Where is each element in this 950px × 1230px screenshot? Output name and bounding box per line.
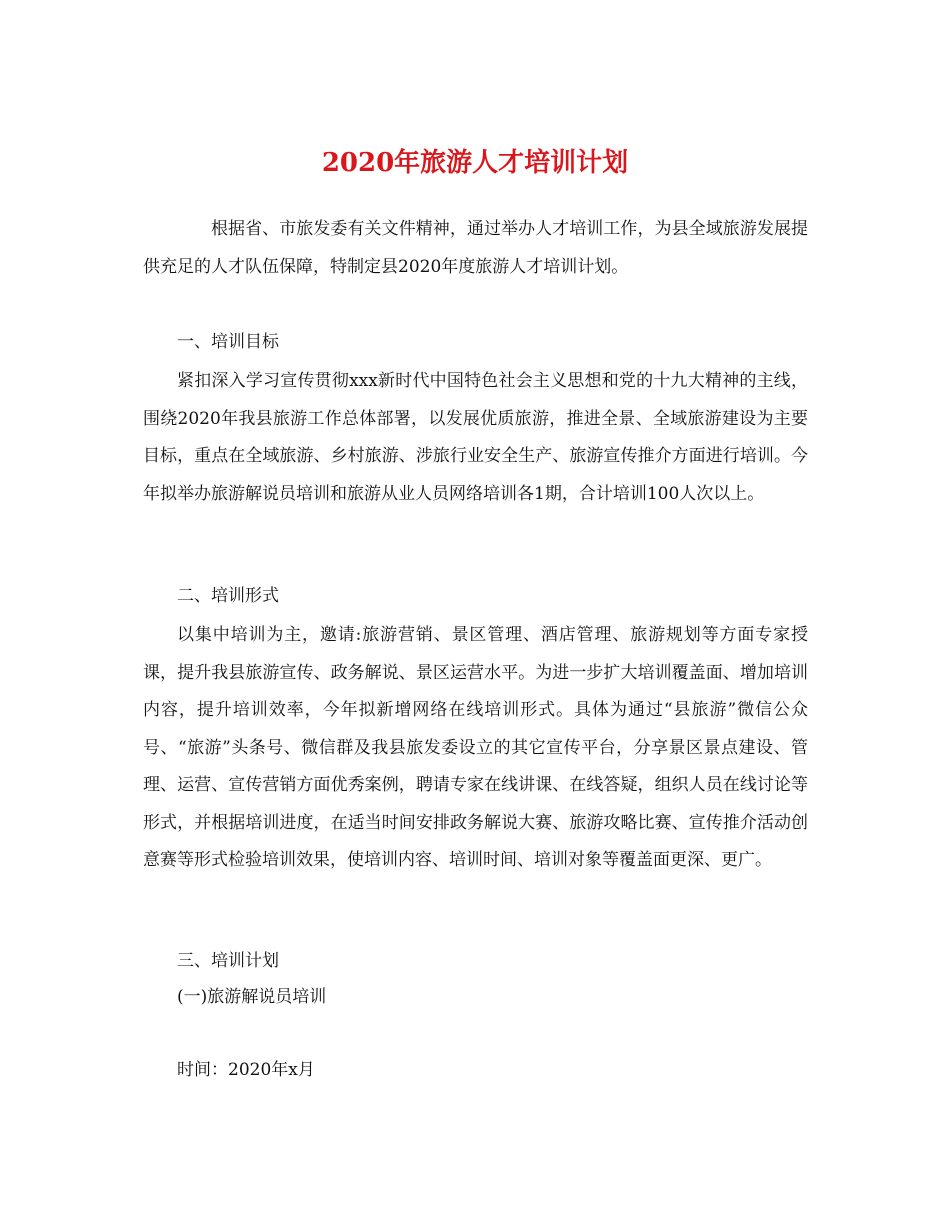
section-heading-format: 二、培训形式 bbox=[177, 586, 279, 606]
training-time: 时间：2020年x月 bbox=[177, 1060, 315, 1080]
section-heading-goals: 一、培训目标 bbox=[177, 332, 279, 352]
intro-paragraph: 根据省、市旅发委有关文件精神，通过举办人才培训工作，为县全域旅游发展提供充足的人才队伍保障，特制定县2020年度旅游人才培训计划。 bbox=[143, 219, 808, 277]
document-title: 2020年旅游人才培训计划 bbox=[321, 148, 629, 178]
section-heading-plan: 三、培训计划 bbox=[177, 951, 279, 971]
section-body-format: 以集中培训为主，邀请:旅游营销、景区管理、酒店管理、旅游规划等方面专家授课，提升我县旅游宣传、政务解说、景区运营水平。为进一步扩大培训覆盖面、增加培训内容，提升培训效率，今年拟新增网络在线培训形式。具体为通过“县旅游”微信公众号、“旅游”头条号、微信群及我县旅发委设立的其它宣传平台，分享景区景点建设、管理、运营、宣传营销方面优秀案例，聘请专家在线讲课、在线答疑，组织人员在线讨论等形式，并根据培训进度，在适当时间安排政务解说大赛、旅游攻略比赛、宣传推介活动创意赛等形式检验培训效果，使培训内容、培训时间、培训对象等覆盖面更深、更广。 bbox=[143, 625, 808, 870]
subsection-heading-guide-training: (一)旅游解说员培训 bbox=[177, 987, 327, 1007]
section-body-goals: 紧扣深入学习宣传贯彻xxx新时代中国特色社会主义思想和党的十九大精神的主线，围绕2020年我县旅游工作总体部署，以发展优质旅游，推进全景、全域旅游建设为主要目标，重点在全域旅游、乡村旅游、涉旅行业安全生产、旅游宣传推介方面进行培训。今年拟举办旅游解说员培训和旅游从业人员网络培训各1期，合计培训100人次以上。 bbox=[143, 371, 808, 504]
